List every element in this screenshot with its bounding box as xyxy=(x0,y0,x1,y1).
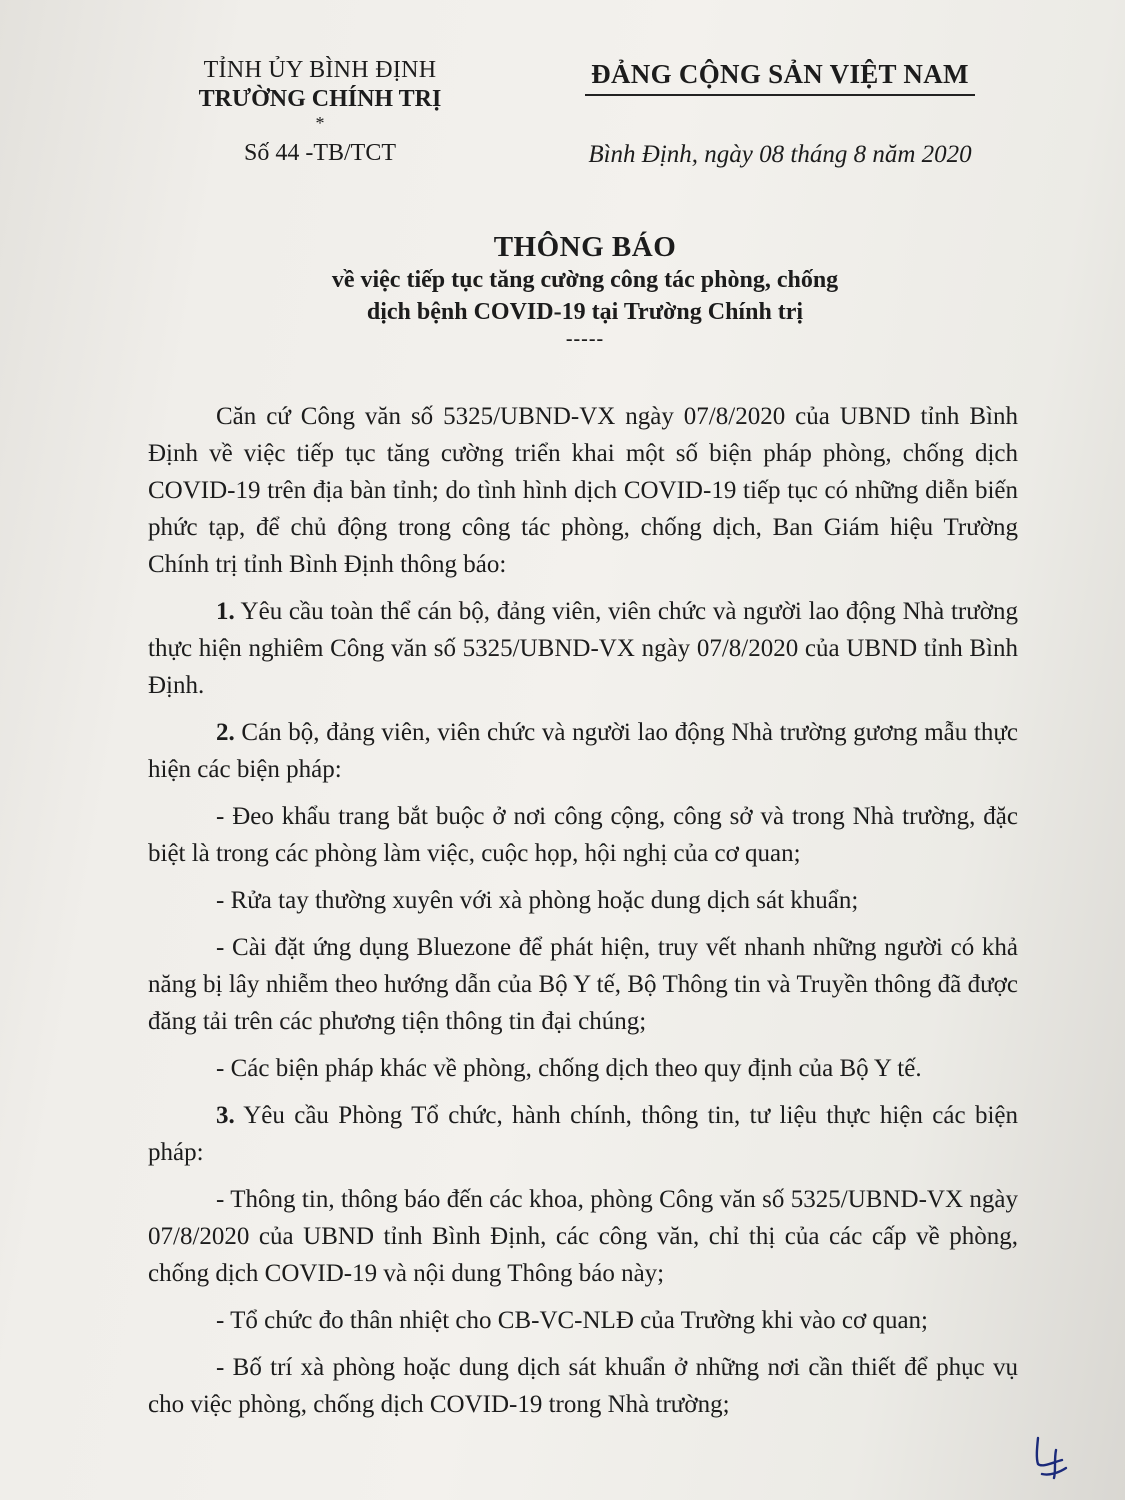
item-2-paragraph xyxy=(148,714,1018,788)
party-name: ĐẢNG CỘNG SẢN VIỆT NAM xyxy=(591,59,969,89)
item-1-paragraph xyxy=(148,593,1018,704)
handwritten-initial-icon xyxy=(1032,1434,1072,1480)
issuer-parent-org: TỈNH ỦY BÌNH ĐỊNH xyxy=(203,57,437,83)
item-3-bullet-inform: - Thông tin, thông báo đến các khoa, phòng Công văn số 5325/UBND-VX ngày 07/8/2020 của UBND tỉnh Bình Định, các công văn, chỉ thị của các cấp về phòng, chống dịch COVID-19 và nội dung Thông báo này; xyxy=(148,1186,1018,1287)
intro-paragraph: Căn cứ Công văn số 5325/UBND-VX ngày 07/8/2020 của UBND tỉnh Bình Định về việc tiếp tục tăng cường triển khai một số biện pháp phòng, chống dịch COVID-19 trên địa bàn tỉnh; do tình hình dịch COVID-19 tiếp tục có những diễn biến phức tạp, để chủ động trong công tác phòng, chống dịch, Ban Giám hiệu Trường Chính trị tỉnh Bình Định thông báo: xyxy=(148,403,1018,578)
party-block xyxy=(560,58,1000,170)
document-title: THÔNG BÁO xyxy=(493,231,677,263)
item-3-number: 3. xyxy=(216,1102,235,1129)
item-2-number: 2. xyxy=(216,719,235,746)
item-2-text: Cán bộ, đảng viên, viên chức và người lao động Nhà trường gương mẫu thực hiện các biện pháp: xyxy=(148,719,1018,783)
item-3-bullet-sanitizer: - Bố trí xà phòng hoặc dung dịch sát khuẩn ở những nơi cần thiết để phục vụ cho việc phòng, chống dịch COVID-19 trong Nhà trường; xyxy=(148,1354,1018,1418)
issuer-star: * xyxy=(315,113,325,133)
document-subtitle-line1: về việc tiếp tục tăng cường công tác phòng, chống xyxy=(331,267,839,293)
title-block xyxy=(160,230,1010,350)
item-2-bullet-mask: - Đeo khẩu trang bắt buộc ở nơi công cộng, công sở và trong Nhà trường, đặc biệt là trong các phòng làm việc, cuộc họp, hội nghị của cơ quan; xyxy=(148,803,1018,867)
item-1-text: Yêu cầu toàn thể cán bộ, đảng viên, viên chức và người lao động Nhà trường thực hiện nghiêm Công văn số 5325/UBND-VX ngày 07/8/2020 của UBND tỉnh Bình Định. xyxy=(148,598,1018,699)
item-3-text: Yêu cầu Phòng Tổ chức, hành chính, thông tin, tư liệu thực hiện các biện pháp: xyxy=(148,1102,1018,1166)
issuer-block xyxy=(150,56,490,168)
item-1-number: 1. xyxy=(216,598,235,625)
document-date: Bình Định, ngày 08 tháng 8 năm 2020 xyxy=(588,140,972,168)
document-number: Số 44 -TB/TCT xyxy=(243,140,396,166)
document-body xyxy=(148,398,1018,1423)
title-separator: ----- xyxy=(565,328,605,350)
item-3-bullet-temperature: - Tổ chức đo thân nhiệt cho CB-VC-NLĐ của Trường khi vào cơ quan; xyxy=(216,1307,928,1334)
document-subtitle-line2: dịch bệnh COVID-19 tại Trường Chính trị xyxy=(366,299,804,325)
item-2-bullet-other: - Các biện pháp khác về phòng, chống dịch theo quy định của Bộ Y tế. xyxy=(216,1055,922,1082)
issuer-org-name: TRƯỜNG CHÍNH TRỊ xyxy=(198,86,442,112)
item-2-bullet-handwash: - Rửa tay thường xuyên với xà phòng hoặc dung dịch sát khuẩn; xyxy=(216,887,859,914)
item-3-paragraph xyxy=(148,1097,1018,1171)
party-underline xyxy=(585,94,975,96)
item-2-bullet-bluezone: - Cài đặt ứng dụng Bluezone để phát hiện, truy vết nhanh những người có khả năng bị lây nhiễm theo hướng dẫn của Bộ Y tế, Bộ Thông tin và Truyền thông đã được đăng tải trên các phương tiện thông tin đại chúng; xyxy=(148,934,1018,1035)
